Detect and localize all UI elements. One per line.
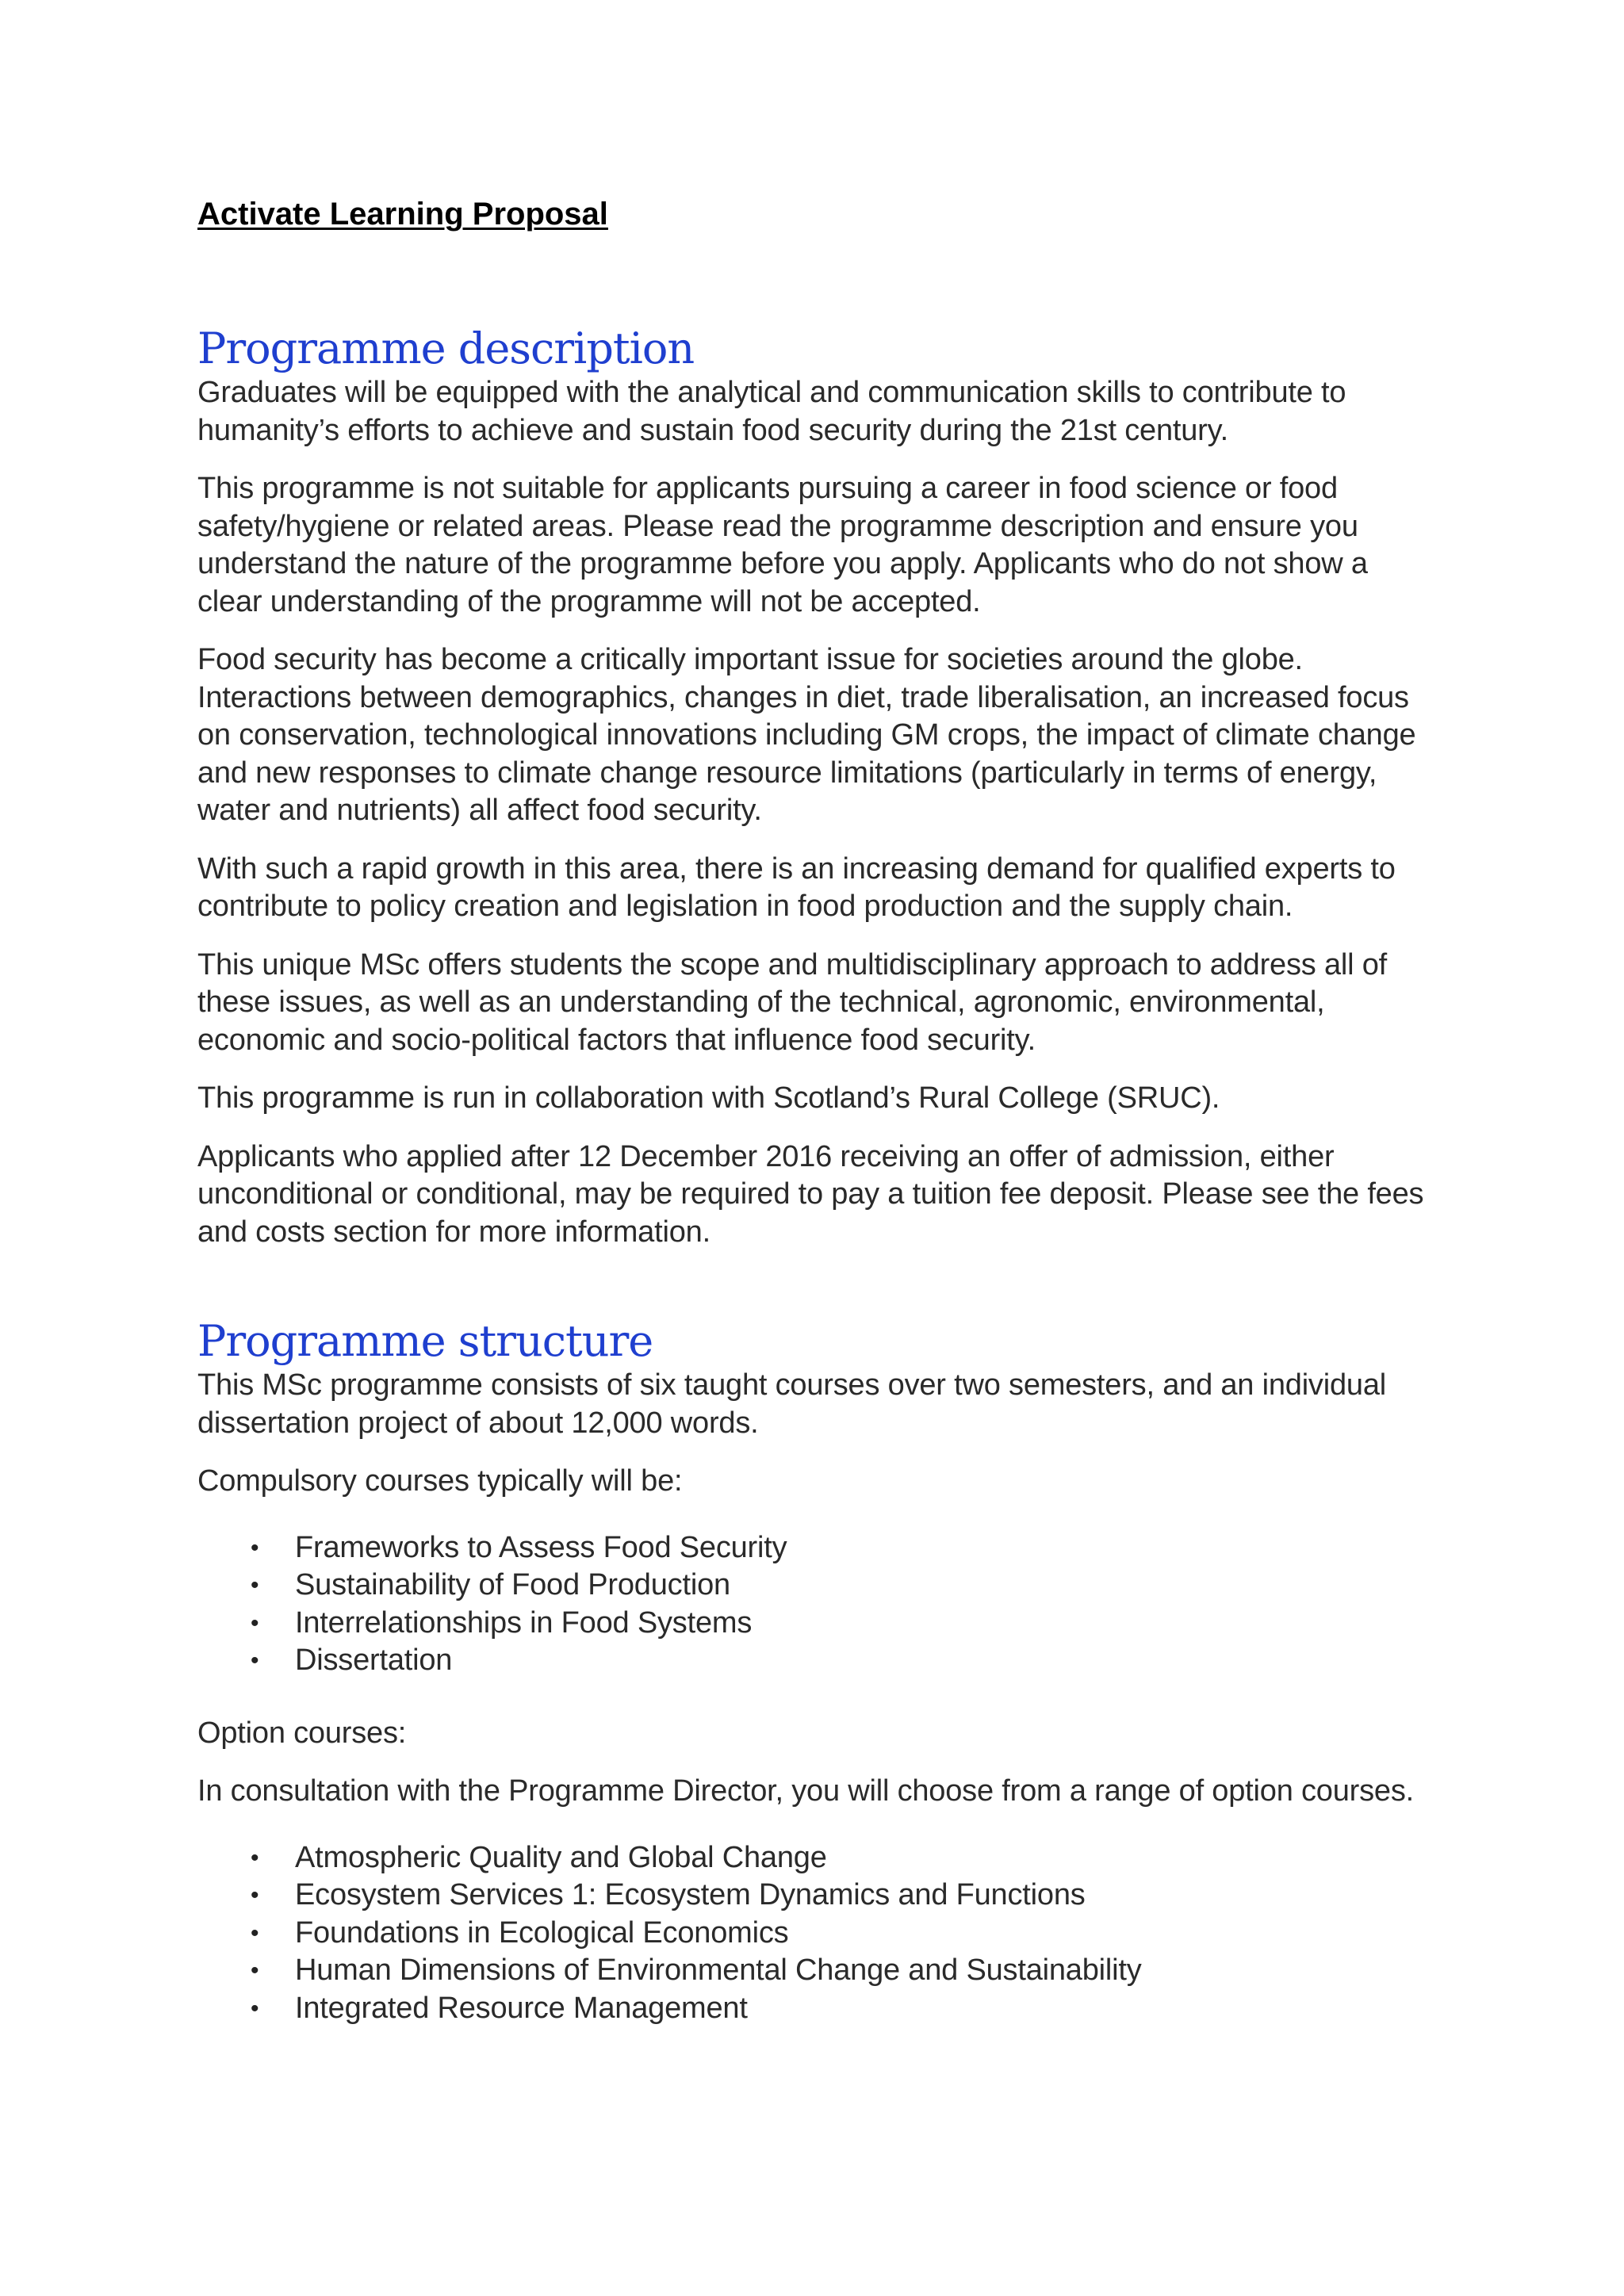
course-name: Ecosystem Services 1: Ecosystem Dynamics and Functions <box>295 1878 1086 1911</box>
section-heading-description: Programme description <box>197 323 695 373</box>
list-item <box>197 1877 1434 1915</box>
list-item <box>197 1642 1434 1680</box>
description-paragraph: This programme is run in collaboration with Scotland’s Rural College (SRUC). <box>197 1081 1220 1115</box>
description-paragraph: Food security has become a critically important issue for societies around the globe. Interactions between demographics, changes in diet, trade liberalisation, an increased focus on conservation, technological innovations including GM crops, the impact of climate change and new responses to climate change resource limitations (particularly in terms of energy, water and nutrients) all affect food security. <box>197 643 1416 827</box>
list-item <box>197 1567 1434 1605</box>
description-paragraph: Applicants who applied after 12 December 2016 receiving an offer of admission, either unconditional or conditional, may be required to pay a tuition fee deposit. Please see the fees and costs section for more information. <box>197 1139 1424 1249</box>
option-courses-intro: In consultation with the Programme Director, you will choose from a range of option courses. <box>197 1774 1415 1808</box>
course-name: Foundations in Ecological Economics <box>295 1915 789 1950</box>
description-paragraph: This programme is not suitable for applicants pursuing a career in food science or food safety/hygiene or related areas. Please read the programme description and ensure you understand the nature of the programme before you apply. Applicants who do not show a clear understanding of the programme will not be accepted. <box>197 472 1368 618</box>
option-courses-list <box>197 1839 1434 2028</box>
description-paragraph: This unique MSc offers students the scope and multidisciplinary approach to address all of these issues, as well as an understanding of the technical, agronomic, environmental, economic and socio-political factors that influence food security. <box>197 947 1388 1057</box>
list-item <box>197 1990 1434 2028</box>
course-name: Integrated Resource Management <box>295 1991 748 2025</box>
document-title: Activate Learning Proposal <box>197 197 608 232</box>
bullet-icon: • <box>251 1572 259 1598</box>
description-paragraph: Graduates will be equipped with the analytical and communication skills to contribute to humanity’s efforts to achieve and sustain food security during the 21st century. <box>197 376 1346 447</box>
course-name: Frameworks to Assess Food Security <box>295 1530 787 1564</box>
bullet-icon: • <box>251 1957 259 1984</box>
bullet-icon: • <box>251 1609 259 1636</box>
bullet-icon: • <box>251 1647 259 1674</box>
programme-description-section <box>197 323 1434 1272</box>
bullet-icon: • <box>251 1534 259 1561</box>
course-name: Atmospheric Quality and Global Change <box>295 1840 827 1874</box>
list-item <box>197 1529 1434 1567</box>
option-courses-label: Option courses: <box>197 1716 407 1750</box>
bullet-icon: • <box>251 1882 259 1908</box>
bullet-icon: • <box>251 1919 259 1946</box>
list-item <box>197 1952 1434 1990</box>
bullet-icon: • <box>251 1844 259 1871</box>
list-item <box>197 1605 1434 1643</box>
course-name: Interrelationships in Food Systems <box>295 1605 753 1640</box>
compulsory-courses-list <box>197 1529 1434 1680</box>
list-item <box>197 1839 1434 1877</box>
bullet-icon: • <box>251 1995 259 2022</box>
course-name: Dissertation <box>295 1644 453 1677</box>
programme-structure-section <box>197 1316 1434 2062</box>
course-name: Sustainability of Food Production <box>295 1568 730 1601</box>
description-paragraph: With such a rapid growth in this area, there is an increasing demand for qualified experts to contribute to policy creation and legislation in food production and the supply chain. <box>197 851 1396 923</box>
list-item <box>197 1915 1434 1953</box>
compulsory-courses-label: Compulsory courses typically will be: <box>197 1464 683 1498</box>
structure-intro: This MSc programme consists of six taught courses over two semesters, and an individual dissertation project of about 12,000 words. <box>197 1368 1387 1440</box>
course-name: Human Dimensions of Environmental Change and Sustainability <box>295 1954 1142 1987</box>
section-heading-structure: Programme structure <box>197 1316 653 1366</box>
